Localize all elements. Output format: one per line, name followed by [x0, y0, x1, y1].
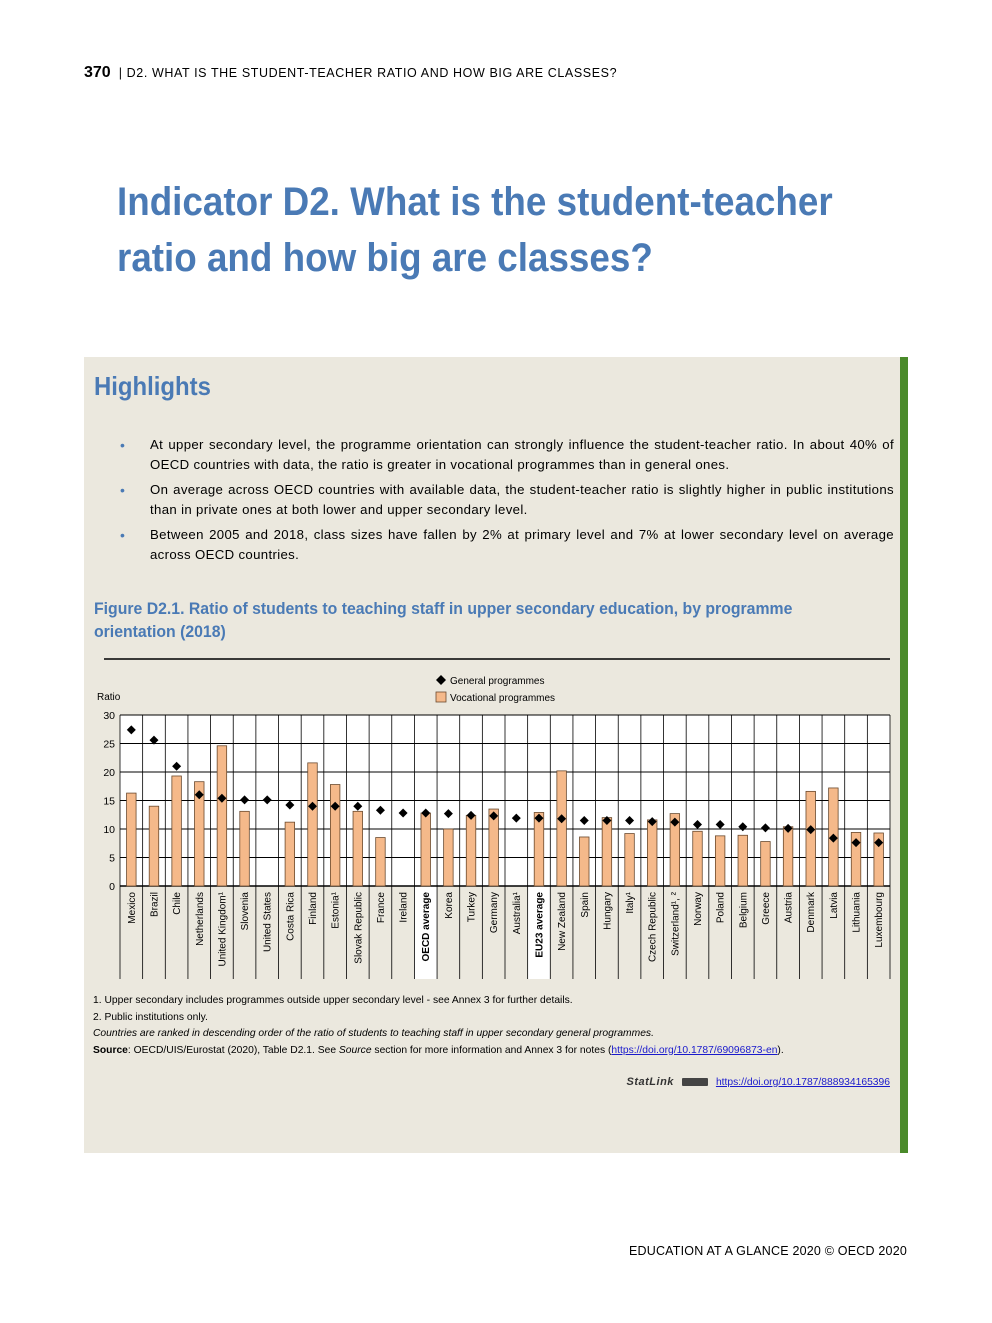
vocational-bar — [806, 791, 816, 886]
highlight-text: On average across OECD countries with available data, the student-teacher ratio is slightly higher in public institutions than in private ones at both lower and upper secondary level. — [150, 482, 894, 517]
category-label: Lithuania — [851, 892, 863, 933]
vocational-bar — [285, 822, 295, 886]
category-label: Finland — [308, 892, 319, 925]
vocational-bar — [421, 813, 431, 886]
category-label: Costa Rica — [285, 892, 297, 941]
category-label: Hungary — [602, 892, 614, 930]
vocational-bar — [534, 812, 544, 886]
category-label: Chile — [172, 892, 184, 915]
statlink — [627, 1076, 890, 1088]
y-tick-label: 0 — [109, 881, 115, 893]
highlights-heading: Highlights — [94, 371, 211, 401]
category-label: Brazil — [149, 892, 161, 918]
category-label: Ireland — [398, 892, 410, 923]
category-label: Austria — [783, 892, 795, 924]
page-title: Indicator D2. What is the student-teacher ratio and how big are classes? — [117, 180, 833, 280]
bullet-icon: • — [120, 527, 126, 543]
vocational-bar — [127, 793, 137, 886]
highlight-text: At upper secondary level, the programme orientation can strongly influence the student-teacher ratio. In about 40% of OECD countries with data, the ratio is greater in vocational programmes than in general ones. — [150, 437, 894, 472]
vocational-bar — [602, 818, 612, 886]
source-end: ). — [777, 1044, 784, 1056]
vocational-bar — [693, 831, 703, 886]
source-link[interactable]: https://doi.org/10.1787/69096873-en — [611, 1044, 778, 1056]
y-tick-label: 25 — [103, 738, 115, 751]
category-label: Slovenia — [240, 892, 252, 931]
category-label: Mexico — [126, 892, 138, 924]
highlights-box — [84, 357, 908, 1153]
page-number: 370 — [84, 64, 111, 81]
vocational-bar — [715, 836, 725, 886]
vocational-bar — [580, 837, 590, 886]
figure-title: Figure D2.1. Ratio of students to teaching staff in upper secondary education, by programme orientation (2018) — [94, 599, 793, 641]
category-label: Belgium — [738, 892, 750, 929]
page-footer: EDUCATION AT A GLANCE 2020 © OECD 2020 — [628, 1244, 907, 1258]
y-axis-label: Ratio — [97, 692, 121, 703]
vocational-bar — [376, 838, 386, 886]
vocational-bar — [783, 827, 793, 886]
statlink-logo: StatLink — [626, 1076, 674, 1088]
y-tick-label: 30 — [103, 710, 115, 722]
category-label: Norway — [693, 892, 704, 926]
source-note — [93, 1043, 893, 1060]
highlight-text: Between 2005 and 2018, class sizes have fallen by 2% at primary level and 7% at lower secondary level on average across OECD countries. — [150, 527, 894, 562]
running-section-title: D2. WHAT IS THE STUDENT-TEACHER RATIO AND HOW BIG ARE CLASSES? — [126, 66, 618, 80]
category-label: Australia¹ — [511, 892, 523, 935]
category-label: Luxembourg — [874, 892, 886, 948]
category-label: Spain — [579, 892, 591, 918]
source-text: : OECD/UIS/Eurostat (2020), Table D2.1. See — [127, 1044, 339, 1056]
category-label: United Kingdom¹ — [217, 892, 229, 967]
category-label: Netherlands — [194, 892, 206, 946]
category-label: OECD average — [421, 892, 433, 962]
vocational-bar — [761, 842, 771, 886]
legend-diamond-icon — [436, 675, 446, 685]
figure-chart — [84, 357, 900, 997]
vocational-bar — [625, 834, 635, 886]
bullet-icon: • — [120, 437, 126, 453]
vocational-bar — [330, 785, 340, 886]
vocational-bar — [466, 815, 476, 886]
running-header — [84, 64, 617, 82]
vocational-bar — [217, 746, 227, 886]
bullet-icon: • — [120, 482, 126, 498]
header-separator: | — [118, 66, 123, 80]
vocational-bar — [353, 811, 363, 886]
category-label: Latvia — [828, 892, 840, 919]
vocational-bar — [149, 806, 159, 886]
statlink-icon — [682, 1078, 708, 1086]
vocational-bar — [557, 771, 567, 886]
vocational-bar — [172, 776, 182, 886]
legend-bar-icon — [436, 692, 446, 702]
category-label: New Zealand — [557, 892, 569, 951]
vocational-bar — [308, 763, 318, 886]
statlink-url[interactable]: https://doi.org/10.1787/888934165396 — [715, 1076, 890, 1088]
y-tick-label: 5 — [109, 852, 115, 865]
figure-notes — [93, 993, 893, 1059]
category-label: Estonia¹ — [330, 892, 342, 929]
note-1: 1. Upper secondary includes programmes outside upper secondary level - see Annex 3 for further details. — [93, 995, 573, 1006]
y-tick-label: 20 — [103, 767, 115, 779]
legend-label-vocational: Vocational programmes — [450, 693, 556, 704]
vocational-bar — [738, 835, 748, 886]
note-2: 2. Public institutions only. — [93, 1011, 208, 1023]
category-label: Turkey — [466, 892, 478, 923]
category-label: United States — [262, 892, 274, 953]
vocational-bar — [489, 809, 499, 886]
ranking-note: Countries are ranked in descending order of the ratio of students to teaching staff in upper secondary general programmes. — [93, 1028, 654, 1039]
category-label: Slovak Republic — [353, 892, 365, 964]
y-tick-label: 15 — [103, 795, 115, 808]
category-label: Germany — [489, 892, 501, 934]
category-label: France — [375, 892, 387, 924]
category-label: Switzerland¹, ² — [670, 892, 682, 956]
category-label: Italy¹ — [625, 892, 637, 914]
legend-label-general: General programmes — [450, 676, 545, 687]
source-text-2: section for more information and Annex 3 for notes ( — [371, 1044, 612, 1056]
source-label: Source — [93, 1044, 128, 1056]
y-tick-label: 10 — [103, 824, 115, 836]
vocational-bar — [240, 811, 250, 886]
vocational-bar — [647, 820, 657, 886]
category-label: Czech Republic — [647, 892, 659, 963]
category-label: Denmark — [806, 892, 818, 933]
category-label: Greece — [760, 892, 772, 925]
category-label: Poland — [715, 892, 727, 924]
vocational-bar — [444, 829, 454, 886]
source-italic: Source — [338, 1044, 372, 1056]
category-label: Korea — [443, 892, 455, 919]
category-label: EU23 average — [534, 892, 546, 958]
